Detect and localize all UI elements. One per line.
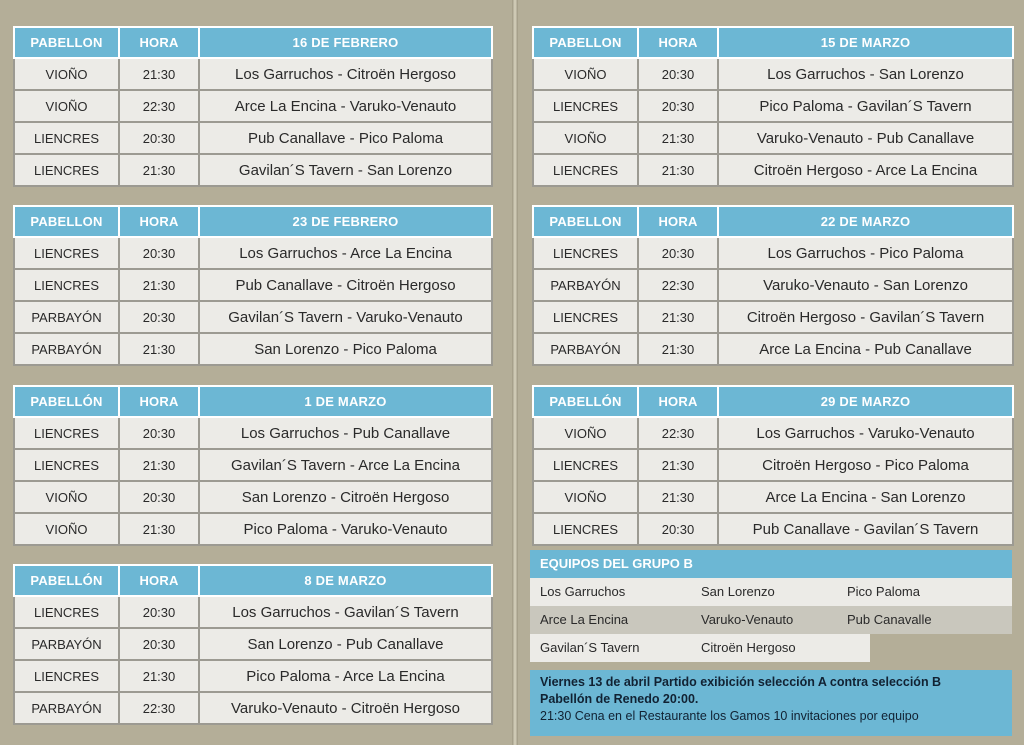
table-row [14,122,492,154]
hora-cell: 21:30 [638,154,718,186]
match-cell: San Lorenzo - Citroën Hergoso [199,481,492,513]
hora-cell: 21:30 [119,660,199,692]
match-cell: Pub Canallave - Citroën Hergoso [199,269,492,301]
pabellon-header: PABELLON [14,27,119,58]
pabellon-cell: LIENCRES [533,449,638,481]
pabellon-cell: LIENCRES [14,269,119,301]
match-cell: Citroën Hergoso - Gavilan´S Tavern [718,301,1013,333]
match-cell: Gavilan´S Tavern - Arce La Encina [199,449,492,481]
note-line-3: 21:30 Cena en el Restaurante los Gamos 10 invitaciones por equipo [540,709,919,723]
equipos-grupo-b [530,550,1012,662]
hora-cell: 22:30 [638,269,718,301]
hora-cell: 22:30 [119,692,199,724]
hora-cell: 21:30 [119,513,199,545]
hora-cell: 21:30 [638,449,718,481]
pabellon-cell: VIOÑO [533,58,638,90]
table-row [533,417,1013,449]
pabellon-cell: VIOÑO [533,481,638,513]
match-cell: Pico Paloma - Varuko-Venauto [199,513,492,545]
match-cell: Los Garruchos - Pub Canallave [199,417,492,449]
equipos-title: EQUIPOS DEL GRUPO B [530,550,1012,578]
pabellon-cell: LIENCRES [14,154,119,186]
date-header: 8 DE MARZO [199,565,492,596]
hora-cell: 21:30 [119,449,199,481]
team-name: Varuko-Venauto [701,612,794,627]
hora-cell: 20:30 [119,596,199,628]
pabellon-cell: VIOÑO [14,90,119,122]
schedule-table-29-mar [532,385,1014,546]
hora-cell: 21:30 [119,58,199,90]
hora-cell: 21:30 [638,122,718,154]
table-row [14,660,492,692]
hora-header: HORA [119,27,199,58]
pabellon-cell: LIENCRES [533,90,638,122]
team-name: Arce La Encina [540,612,629,627]
hora-header: HORA [119,565,199,596]
table-header-row [533,206,1013,237]
table-row [14,481,492,513]
match-cell: Los Garruchos - Gavilan´S Tavern [199,596,492,628]
pabellon-header: PABELLÓN [533,386,638,417]
table-row [14,90,492,122]
table-row [533,513,1013,545]
equipos-row [530,606,1012,634]
pabellon-cell: LIENCRES [14,596,119,628]
hora-header: HORA [638,386,718,417]
hora-cell: 21:30 [638,301,718,333]
date-header: 1 DE MARZO [199,386,492,417]
table-row [14,449,492,481]
pabellon-cell: LIENCRES [14,660,119,692]
match-cell: Los Garruchos - Varuko-Venauto [718,417,1013,449]
pabellon-cell: PARBAYÓN [14,692,119,724]
hora-header: HORA [119,386,199,417]
hora-cell: 22:30 [638,417,718,449]
date-header: 22 DE MARZO [718,206,1013,237]
table-row [533,154,1013,186]
pabellon-cell: PARBAYÓN [14,333,119,365]
hora-header: HORA [638,27,718,58]
match-cell: Citroën Hergoso - Pico Paloma [718,449,1013,481]
hora-cell: 20:30 [119,122,199,154]
hora-cell: 20:30 [638,513,718,545]
pabellon-cell: LIENCRES [533,301,638,333]
table-header-row [533,386,1013,417]
table-row [14,154,492,186]
table-header-row [14,27,492,58]
pabellon-cell: VIOÑO [533,122,638,154]
pabellon-cell: PARBAYÓN [533,269,638,301]
match-cell: Arce La Encina - Varuko-Venauto [199,90,492,122]
date-header: 15 DE MARZO [718,27,1013,58]
match-cell: Pub Canallave - Gavilan´S Tavern [718,513,1013,545]
pabellon-cell: LIENCRES [533,237,638,269]
note-line-1: Viernes 13 de abril Partido exibición selección A contra selección B [540,675,942,689]
table-header-row [14,206,492,237]
table-row [14,301,492,333]
hora-cell: 20:30 [119,481,199,513]
table-row [533,237,1013,269]
team-name: Pub Canavalle [847,612,932,627]
table-row [533,58,1013,90]
team-name: Pico Paloma [847,584,920,599]
match-cell: Arce La Encina - Pub Canallave [718,333,1013,365]
pabellon-cell: LIENCRES [533,154,638,186]
team-name: San Lorenzo [701,584,775,599]
table-row [14,417,492,449]
note-line-2: Pabellón de Renedo 20:00. [540,692,699,706]
hora-cell: 20:30 [119,301,199,333]
hora-cell: 21:30 [638,333,718,365]
hora-cell: 21:30 [638,481,718,513]
pabellon-cell: VIOÑO [14,58,119,90]
table-row [533,481,1013,513]
hora-cell: 22:30 [119,90,199,122]
table-row [14,692,492,724]
empty-cell [870,634,1012,662]
hora-header: HORA [638,206,718,237]
equipos-row [530,578,1012,606]
equipos-row [530,634,1012,662]
schedule-table-8-mar [13,564,493,725]
team-name: Los Garruchos [540,584,626,599]
match-cell: Pico Paloma - Arce La Encina [199,660,492,692]
schedule-table-22-mar [532,205,1014,366]
table-row [533,90,1013,122]
hora-cell: 20:30 [638,58,718,90]
hora-cell: 20:30 [119,417,199,449]
pabellon-cell: VIOÑO [14,481,119,513]
pabellon-cell: LIENCRES [14,417,119,449]
hora-cell: 21:30 [119,269,199,301]
hora-cell: 21:30 [119,154,199,186]
table-row [14,513,492,545]
schedule-table-1-mar [13,385,493,546]
table-row [533,269,1013,301]
table-row [14,58,492,90]
schedule-table-16-feb [13,26,493,187]
match-cell: San Lorenzo - Pico Paloma [199,333,492,365]
pabellon-cell: PARBAYÓN [14,301,119,333]
table-row [14,237,492,269]
team-name: Citroën Hergoso [701,640,796,655]
match-cell: Los Garruchos - San Lorenzo [718,58,1013,90]
pabellon-cell: VIOÑO [533,417,638,449]
table-row [533,301,1013,333]
hora-header: HORA [119,206,199,237]
pabellon-cell: PARBAYÓN [14,628,119,660]
event-note [530,670,1012,736]
hora-cell: 20:30 [119,237,199,269]
match-cell: Citroën Hergoso - Arce La Encina [718,154,1013,186]
table-row [14,628,492,660]
pabellon-header: PABELLÓN [14,565,119,596]
date-header: 23 DE FEBRERO [199,206,492,237]
match-cell: Varuko-Venauto - Citroën Hergoso [199,692,492,724]
hora-cell: 20:30 [638,90,718,122]
match-cell: Varuko-Venauto - Pub Canallave [718,122,1013,154]
table-header-row [14,386,492,417]
hora-cell: 20:30 [638,237,718,269]
match-cell: Los Garruchos - Arce La Encina [199,237,492,269]
date-header: 29 DE MARZO [718,386,1013,417]
match-cell: Los Garruchos - Pico Paloma [718,237,1013,269]
match-cell: Los Garruchos - Citroën Hergoso [199,58,492,90]
table-row [533,333,1013,365]
table-row [14,269,492,301]
pabellon-cell: LIENCRES [14,237,119,269]
pabellon-cell: PARBAYÓN [533,333,638,365]
pabellon-cell: LIENCRES [533,513,638,545]
match-cell: Gavilan´S Tavern - San Lorenzo [199,154,492,186]
page-fold [512,0,518,745]
match-cell: Gavilan´S Tavern - Varuko-Venauto [199,301,492,333]
date-header: 16 DE FEBRERO [199,27,492,58]
pabellon-cell: LIENCRES [14,449,119,481]
pabellon-cell: VIOÑO [14,513,119,545]
pabellon-header: PABELLON [533,206,638,237]
table-row [14,596,492,628]
table-row [533,449,1013,481]
hora-cell: 20:30 [119,628,199,660]
table-row [533,122,1013,154]
schedule-table-23-feb [13,205,493,366]
match-cell: Varuko-Venauto - San Lorenzo [718,269,1013,301]
pabellon-header: PABELLON [14,206,119,237]
pabellon-header: PABELLON [533,27,638,58]
match-cell: San Lorenzo - Pub Canallave [199,628,492,660]
table-row [14,333,492,365]
pabellon-cell: LIENCRES [14,122,119,154]
table-header-row [14,565,492,596]
schedule-table-15-mar [532,26,1014,187]
hora-cell: 21:30 [119,333,199,365]
match-cell: Arce La Encina - San Lorenzo [718,481,1013,513]
pabellon-header: PABELLÓN [14,386,119,417]
match-cell: Pico Paloma - Gavilan´S Tavern [718,90,1013,122]
match-cell: Pub Canallave - Pico Paloma [199,122,492,154]
team-name: Gavilan´S Tavern [540,640,640,655]
table-header-row [533,27,1013,58]
